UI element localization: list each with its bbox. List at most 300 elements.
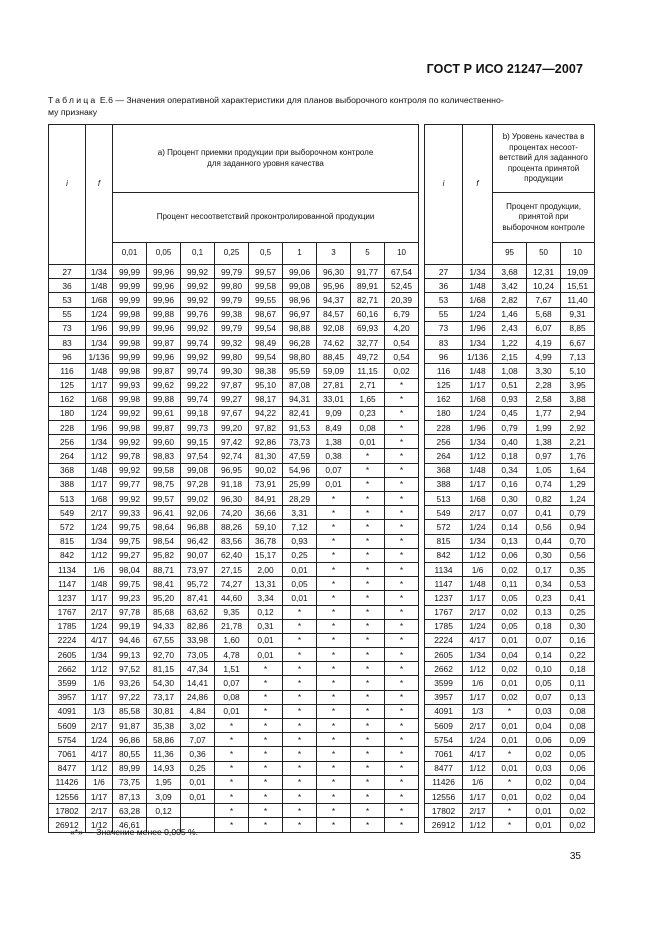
table-cell: *	[351, 633, 385, 647]
table-cell: *	[493, 775, 527, 789]
table-cell: 96,42	[181, 534, 215, 548]
table-cell: 0,30	[527, 548, 561, 562]
table-cell: 99,87	[147, 335, 181, 349]
table-cell: *	[317, 562, 351, 576]
table-cell: 99,87	[147, 364, 181, 378]
levels-header-row	[49, 243, 595, 265]
table-cell: 54,30	[147, 676, 181, 690]
table-cell: 0,02	[561, 818, 595, 832]
table-cell: 6,67	[561, 335, 595, 349]
right-level-1: 50	[527, 243, 561, 265]
table-cell: 7,07	[181, 733, 215, 747]
table-cell: *	[351, 577, 385, 591]
table-cell: *	[317, 577, 351, 591]
table-cell: 549	[425, 506, 463, 520]
table-cell: *	[385, 761, 419, 775]
table-cell: 99,96	[147, 279, 181, 293]
table-cell: 0,01	[493, 719, 527, 733]
table-cell: 99,99	[113, 321, 147, 335]
table-cell: 3,30	[527, 364, 561, 378]
table-cell: 98,67	[249, 307, 283, 321]
table-row	[49, 648, 595, 662]
table-cell: 7061	[49, 747, 86, 761]
table-cell: 99,62	[147, 378, 181, 392]
col-header-f: f	[86, 125, 113, 243]
table-cell: 32,77	[351, 335, 385, 349]
table-cell: 2224	[49, 633, 86, 647]
col-header-i-right-cont	[425, 243, 463, 265]
col-header-i: i	[49, 125, 86, 243]
table-cell: 1,76	[561, 449, 595, 463]
table-cell: 0,01	[527, 804, 561, 818]
table-cell: 59,09	[317, 364, 351, 378]
table-cell: 1/24	[463, 406, 493, 420]
table-cell: 256	[49, 435, 86, 449]
table-cell: 47,34	[181, 662, 215, 676]
table-cell: *	[215, 761, 249, 775]
table-cell: 0,09	[561, 733, 595, 747]
table-row	[49, 392, 595, 406]
table-cell: *	[351, 492, 385, 506]
table-cell: 99,74	[181, 335, 215, 349]
table-cell: 1767	[49, 605, 86, 619]
table-cell: *	[385, 435, 419, 449]
table-cell: 99,73	[181, 421, 215, 435]
table-row	[49, 477, 595, 491]
table-cell: 0,11	[493, 577, 527, 591]
table-cell: 33,98	[181, 633, 215, 647]
table-row	[49, 605, 595, 619]
table-cell: *	[317, 520, 351, 534]
table-cell: 0,34	[527, 577, 561, 591]
table-cell: 0,10	[527, 662, 561, 676]
table-cell: 46,61	[113, 818, 147, 832]
table-cell: 0,23	[351, 406, 385, 420]
table-cell: *	[385, 818, 419, 832]
table-cell: 1/68	[463, 392, 493, 406]
table-row	[49, 633, 595, 647]
table-cell: 14,93	[147, 761, 181, 775]
table-cell: 1/12	[86, 662, 113, 676]
table-cell: 0,01	[249, 633, 283, 647]
table-cell: 99,76	[181, 307, 215, 321]
table-cell: 4/17	[463, 747, 493, 761]
table-cell: 62,40	[215, 548, 249, 562]
table-cell: 8,49	[317, 421, 351, 435]
table-cell: 1/34	[86, 335, 113, 349]
table-cell: 98,38	[249, 364, 283, 378]
table-row	[49, 534, 595, 548]
table-cell: 25,99	[283, 477, 317, 491]
table-cell: *	[385, 463, 419, 477]
table-cell: 96,95	[215, 463, 249, 477]
table-cell: 17802	[49, 804, 86, 818]
table-cell: 5,10	[561, 364, 595, 378]
table-cell: 1/68	[86, 293, 113, 307]
table-cell: *	[351, 775, 385, 789]
table-cell: 0,31	[249, 619, 283, 633]
table-cell: 83	[425, 335, 463, 349]
table-cell: 73,97	[181, 562, 215, 576]
table-cell: 1/96	[463, 321, 493, 335]
table-cell: *	[249, 704, 283, 718]
table-cell: 0,07	[215, 676, 249, 690]
table-cell: 125	[49, 378, 86, 392]
table-cell: 14,41	[181, 676, 215, 690]
table-cell: *	[351, 506, 385, 520]
table-cell: 1/3	[86, 704, 113, 718]
table-cell: 63,28	[113, 804, 147, 818]
caption-line2: му признаку	[48, 106, 98, 117]
table-cell: 74,20	[215, 506, 249, 520]
table-cell: 1/12	[86, 818, 113, 832]
table-cell: 0,35	[561, 562, 595, 576]
table-cell: *	[493, 747, 527, 761]
table-cell: 5754	[425, 733, 463, 747]
left-level-5: 1	[283, 243, 317, 265]
table-cell: 0,56	[561, 548, 595, 562]
table-cell: 99,92	[181, 293, 215, 307]
table-cell: *	[351, 648, 385, 662]
table-cell: 0,36	[181, 747, 215, 761]
table-cell: *	[351, 548, 385, 562]
table-cell: 9,09	[317, 406, 351, 420]
table-cell: *	[249, 662, 283, 676]
table-cell: 1/68	[86, 492, 113, 506]
table-cell: *	[385, 492, 419, 506]
table-cell: 0,07	[493, 506, 527, 520]
table-cell: 12,31	[527, 265, 561, 279]
table-cell: 0,02	[527, 775, 561, 789]
footnote: «*» — Значение менее 0,005 %.	[70, 827, 199, 837]
table-cell: 1/17	[86, 477, 113, 491]
table-cell: *	[351, 818, 385, 832]
table-cell: 99,13	[113, 648, 147, 662]
table-cell	[181, 804, 215, 818]
table-cell: *	[283, 747, 317, 761]
table-cell: 91,53	[283, 421, 317, 435]
table-cell: *	[351, 534, 385, 548]
table-row	[49, 265, 595, 279]
table-cell: 1/12	[86, 548, 113, 562]
table-cell: *	[283, 605, 317, 619]
table-cell: 4,19	[527, 335, 561, 349]
table-cell: 1/34	[463, 435, 493, 449]
table-cell: 1134	[425, 562, 463, 576]
table-cell: 8477	[425, 761, 463, 775]
table-cell: 36	[49, 279, 86, 293]
table-cell: *	[215, 719, 249, 733]
table-cell: 99,93	[113, 378, 147, 392]
table-cell: *	[351, 761, 385, 775]
table-cell: 74,27	[215, 577, 249, 591]
left-level-6: 3	[317, 243, 351, 265]
table-cell: 2/17	[463, 506, 493, 520]
table-cell: 5609	[425, 719, 463, 733]
table-cell: 9,35	[215, 605, 249, 619]
table-cell: *	[351, 789, 385, 803]
table-cell: 94,31	[283, 392, 317, 406]
table-cell: 94,37	[317, 293, 351, 307]
table-cell: 4,78	[215, 648, 249, 662]
table-cell: 98,49	[249, 335, 283, 349]
table-cell: 10,24	[527, 279, 561, 293]
table-cell: 99,98	[113, 421, 147, 435]
table-cell: 49,72	[351, 350, 385, 364]
table-cell: *	[283, 676, 317, 690]
table-cell: 96	[425, 350, 463, 364]
table-cell: 84,57	[317, 307, 351, 321]
table-cell: 1/96	[86, 421, 113, 435]
table-caption	[48, 95, 582, 118]
table-cell: 3,88	[561, 392, 595, 406]
table-cell: 1/68	[463, 293, 493, 307]
table-cell: *	[317, 719, 351, 733]
table-row	[49, 279, 595, 293]
table-cell: *	[215, 804, 249, 818]
table-cell: 1147	[425, 577, 463, 591]
table-cell: 90,07	[181, 548, 215, 562]
table-cell: *	[351, 591, 385, 605]
table-cell: 7,67	[527, 293, 561, 307]
table-cell: 0,01	[181, 789, 215, 803]
table-cell: 82,86	[181, 619, 215, 633]
table-cell: 0,01	[283, 562, 317, 576]
table-cell: *	[283, 789, 317, 803]
table-cell: 2605	[49, 648, 86, 662]
table-cell: *	[351, 662, 385, 676]
table-cell: 96,28	[283, 335, 317, 349]
table-cell: 17802	[425, 804, 463, 818]
table-cell: 0,02	[561, 804, 595, 818]
table-cell: 1/48	[463, 577, 493, 591]
table-cell: 2,58	[527, 392, 561, 406]
table-cell: 368	[425, 463, 463, 477]
table-cell: 0,04	[561, 775, 595, 789]
table-cell: 4/17	[86, 747, 113, 761]
table-cell: 73,05	[181, 648, 215, 662]
table-row	[49, 733, 595, 747]
table-cell: *	[385, 733, 419, 747]
right-sub-title: Процент продукции, принятой при выборочном контроле	[493, 193, 595, 243]
table-cell: *	[317, 534, 351, 548]
table-cell: 162	[49, 392, 86, 406]
table-cell: 60,16	[351, 307, 385, 321]
table-cell: 1/48	[86, 463, 113, 477]
table-cell: *	[215, 747, 249, 761]
table-cell: 1/6	[463, 775, 493, 789]
table-cell: 0,01	[283, 591, 317, 605]
table-cell: 99,99	[113, 279, 147, 293]
table-cell: 92,06	[181, 506, 215, 520]
table-cell: 1,99	[527, 421, 561, 435]
table-cell: *	[215, 775, 249, 789]
table-cell: 33,01	[317, 392, 351, 406]
table-cell: 83	[49, 335, 86, 349]
table-cell: 549	[49, 506, 86, 520]
table-cell: *	[351, 676, 385, 690]
table-cell: 99,92	[181, 279, 215, 293]
table-cell: 0,53	[561, 577, 595, 591]
table-cell: 572	[49, 520, 86, 534]
table-cell: 95,10	[249, 378, 283, 392]
table-cell: 1/17	[463, 477, 493, 491]
table-cell: 0,01	[527, 818, 561, 832]
table-cell: 3957	[425, 690, 463, 704]
table-cell: 228	[49, 421, 86, 435]
table-cell: 0,22	[561, 648, 595, 662]
col-header-i-cont	[49, 243, 86, 265]
table-cell: 2224	[425, 633, 463, 647]
table-cell: 0,02	[527, 747, 561, 761]
table-cell: 12556	[49, 789, 86, 803]
table-cell: 98,64	[147, 520, 181, 534]
table-cell: *	[385, 378, 419, 392]
table-cell: 3,68	[493, 265, 527, 279]
table-cell: 0,41	[561, 591, 595, 605]
table-cell: *	[351, 704, 385, 718]
table-cell: 0,25	[561, 605, 595, 619]
table-cell: 98,75	[147, 477, 181, 491]
table-cell: 1785	[49, 619, 86, 633]
table-cell: 13,31	[249, 577, 283, 591]
table-cell: 0,07	[317, 463, 351, 477]
table-cell: 59,10	[249, 520, 283, 534]
table-cell: 99,38	[215, 307, 249, 321]
table-cell: 1/24	[463, 520, 493, 534]
table-cell: *	[317, 690, 351, 704]
table-cell: *	[215, 733, 249, 747]
table-cell: 1/24	[463, 733, 493, 747]
table-cell: 99,99	[113, 293, 147, 307]
table-row	[49, 619, 595, 633]
table-cell: 28,29	[283, 492, 317, 506]
table-cell: 0,82	[527, 492, 561, 506]
table-cell: 0,02	[527, 789, 561, 803]
caption-text: Е.6 — Значения оперативной характеристики для планов выборочного контроля по количественно-	[97, 95, 504, 105]
table-cell: 0,14	[527, 648, 561, 662]
table-cell: 180	[425, 406, 463, 420]
table-cell: 1/6	[463, 676, 493, 690]
table-cell: 99,92	[113, 435, 147, 449]
table-cell: 1,29	[561, 477, 595, 491]
table-cell: 842	[49, 548, 86, 562]
table-cell: 27	[425, 265, 463, 279]
table-cell: 11426	[425, 775, 463, 789]
table-cell: 98,88	[283, 321, 317, 335]
col-header-f-right: f	[463, 125, 493, 243]
table-cell: 0,13	[561, 690, 595, 704]
table-cell: 1/68	[463, 492, 493, 506]
table-cell: 26912	[49, 818, 86, 832]
table-cell: 1/48	[86, 364, 113, 378]
left-level-8: 10	[385, 243, 419, 265]
table-cell: 96,30	[317, 265, 351, 279]
table-cell: 2662	[425, 662, 463, 676]
table-cell: *	[249, 733, 283, 747]
table-cell: 11,15	[351, 364, 385, 378]
table-cell: 99,75	[113, 520, 147, 534]
table-cell: 94,22	[249, 406, 283, 420]
table-cell: 2/17	[86, 506, 113, 520]
table-cell: 0,01	[493, 761, 527, 775]
table-cell: *	[385, 719, 419, 733]
table-cell: 0,54	[385, 335, 419, 349]
table-cell: 99,19	[113, 619, 147, 633]
table-cell: 0,13	[493, 534, 527, 548]
table-cell: 0,01	[215, 704, 249, 718]
table-row	[49, 704, 595, 718]
table-cell: 4/17	[463, 633, 493, 647]
table-cell: *	[351, 804, 385, 818]
table-cell: 1/12	[463, 449, 493, 463]
table-cell: 99,92	[113, 406, 147, 420]
table-cell: 0,08	[561, 704, 595, 718]
table-cell: 15,17	[249, 548, 283, 562]
table-cell: 0,40	[493, 435, 527, 449]
table-cell: 3,34	[249, 591, 283, 605]
table-cell: 55	[49, 307, 86, 321]
table-cell: 5609	[49, 719, 86, 733]
table-cell: 99,88	[147, 307, 181, 321]
table-cell: 1,51	[215, 662, 249, 676]
table-cell: *	[283, 662, 317, 676]
table-cell: 97,82	[249, 421, 283, 435]
table-cell: 0,94	[561, 520, 595, 534]
table-cell: 87,08	[283, 378, 317, 392]
table-cell: 74,62	[317, 335, 351, 349]
table-cell: 8477	[49, 761, 86, 775]
table-cell: 815	[49, 534, 86, 548]
table-cell: 99,96	[147, 265, 181, 279]
table-cell: 0,41	[527, 506, 561, 520]
left-group-title: а) Процент приемки продукции при выборочном контроле для заданного уровня качества	[113, 125, 419, 193]
table-cell: 98,96	[283, 293, 317, 307]
table-cell: 9,31	[561, 307, 595, 321]
table-cell: 513	[425, 492, 463, 506]
table-cell: 0,79	[561, 506, 595, 520]
table-cell: *	[385, 520, 419, 534]
table-cell: 0,01	[351, 435, 385, 449]
table-cell: 1/34	[86, 648, 113, 662]
table-cell: *	[283, 733, 317, 747]
table-cell: *	[385, 789, 419, 803]
table-cell: 2,28	[527, 378, 561, 392]
table-cell: *	[351, 449, 385, 463]
table-row	[49, 378, 595, 392]
table-cell: 80,55	[113, 747, 147, 761]
table-cell: 1,38	[527, 435, 561, 449]
table-cell: 92,70	[147, 648, 181, 662]
table-cell: *	[283, 633, 317, 647]
table-cell: 98,83	[147, 449, 181, 463]
table-cell: 99,54	[249, 350, 283, 364]
table-cell: *	[385, 534, 419, 548]
table-cell: 842	[425, 548, 463, 562]
table-cell: 0,18	[561, 662, 595, 676]
table-row	[49, 804, 595, 818]
table-cell: 99,87	[147, 421, 181, 435]
table-cell: *	[249, 761, 283, 775]
table-cell: *	[385, 392, 419, 406]
table-cell: 95,72	[181, 577, 215, 591]
table-cell: 1237	[49, 591, 86, 605]
table-cell: 99,74	[181, 392, 215, 406]
table-cell: 2,71	[351, 378, 385, 392]
table-cell: 97,22	[113, 690, 147, 704]
table-cell: 99,80	[215, 350, 249, 364]
table-cell: 97,52	[113, 662, 147, 676]
